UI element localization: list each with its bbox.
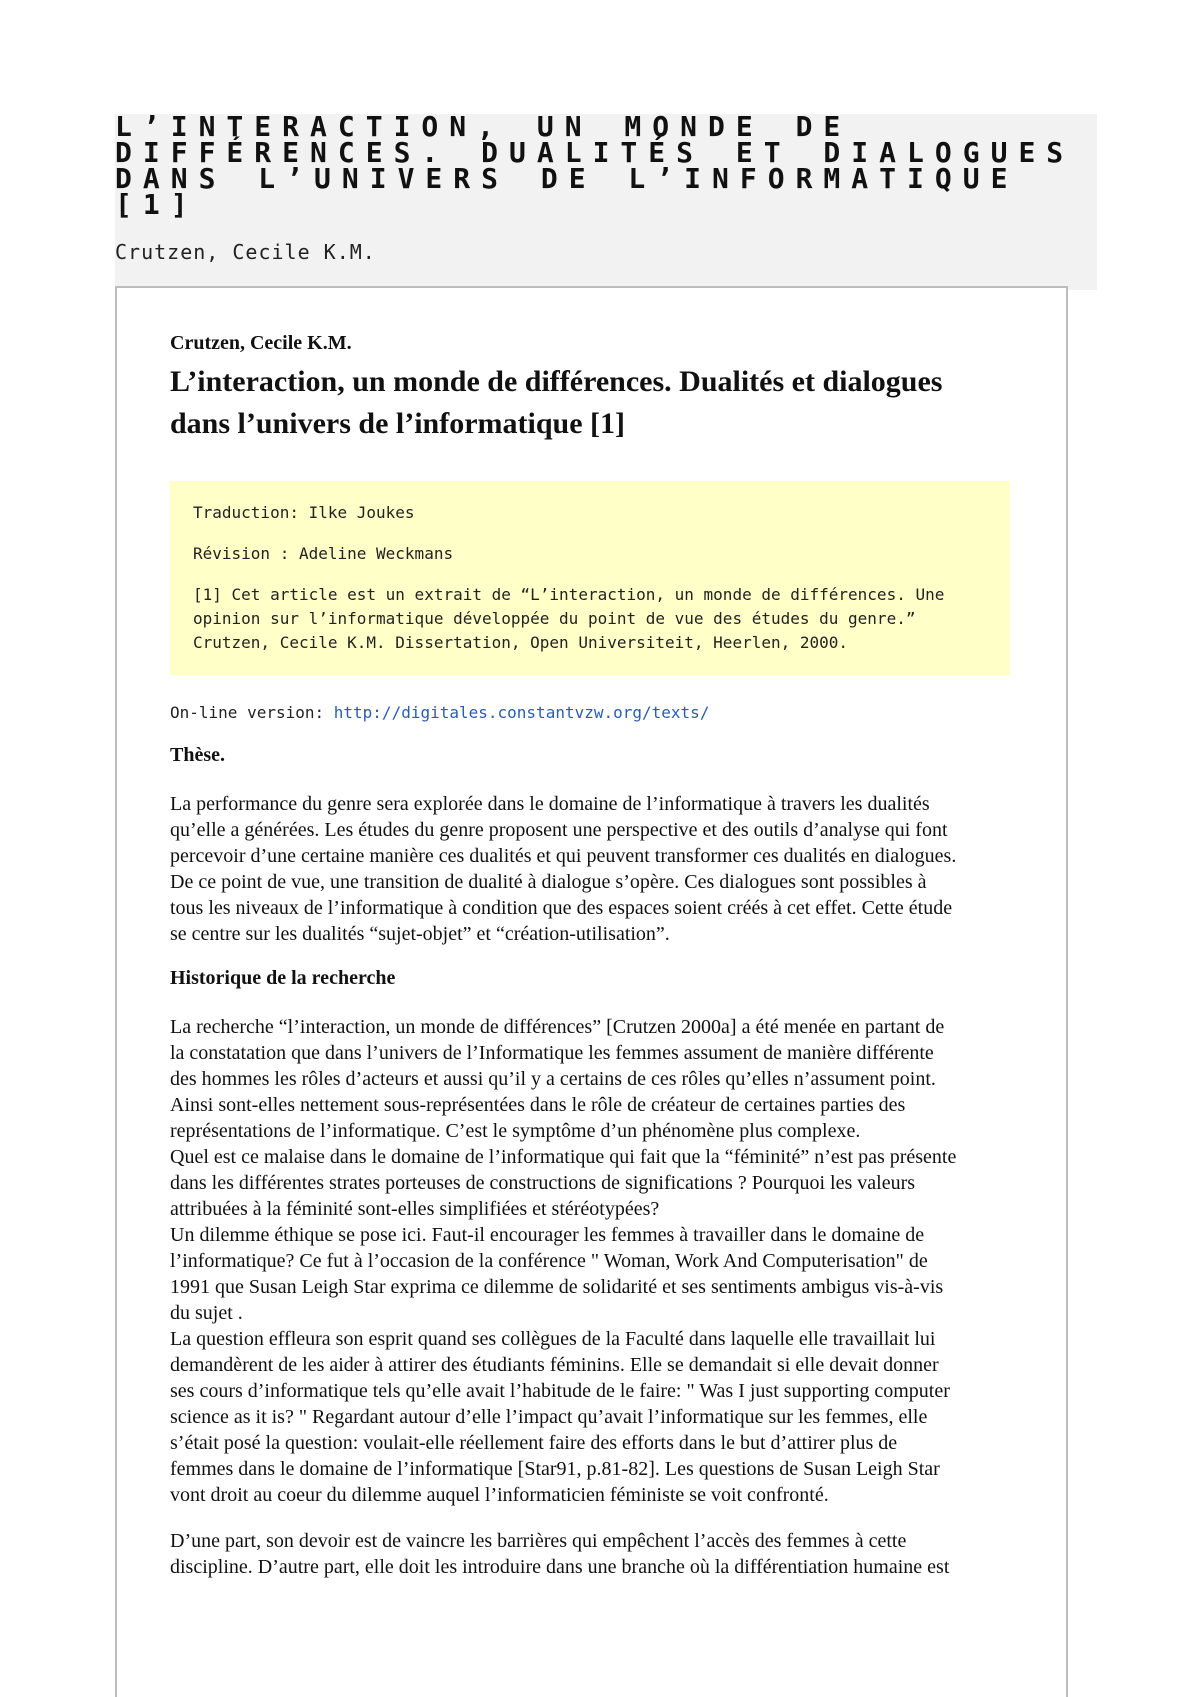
body-paragraph	[170, 1528, 1010, 1580]
body-line: Un dilemme éthique se pose ici. Faut-il encourager les femmes à travailler dans le domaine de	[170, 1224, 925, 1246]
body-paragraph	[170, 791, 1010, 947]
footnote	[193, 583, 986, 655]
document-title-line: L’interaction, un monde de différences. Dualités et dialogues	[170, 365, 943, 398]
body-line: Ainsi sont-elles nettement sous-représentées dans le rôle de créateur de certaines parties des	[170, 1094, 906, 1116]
body-line: La performance du genre sera explorée dans le domaine de l’informatique à travers les dualités	[170, 793, 930, 815]
body-line: vont droit au coeur du dilemme auquel l’informaticien féministe se voit confronté.	[170, 1484, 829, 1506]
body-line: discipline. D’autre part, elle doit les introduire dans une branche où la différentiation humaine est	[170, 1556, 950, 1578]
translation-credit: Traduction: Ilke Joukes	[193, 503, 415, 522]
body-line: femmes dans le domaine de l’informatique [Star91, p.81-82]. Les questions de Susan Leigh Star	[170, 1458, 940, 1480]
section-heading: Thèse.	[170, 744, 225, 766]
body-line: science as it is? " Regardant autour d’elle l’impact qu’avait l’informatique sur les femmes, elle	[170, 1406, 928, 1428]
article-inner	[170, 332, 1010, 1600]
body-line: attribuées à la féminité sont-elles simplifiées et stéréotypées?	[170, 1198, 660, 1220]
body-line: La recherche “l’interaction, un monde de différences” [Crutzen 2000a] a été menée en partant de	[170, 1016, 945, 1038]
page-author: Crutzen, Cecile K.M.	[115, 240, 376, 264]
document-title-line: dans l’univers de l’informatique [1]	[170, 407, 626, 440]
body-line: Quel est ce malaise dans le domaine de l’informatique qui fait que la “féminité” n’est pas présente	[170, 1146, 957, 1168]
body-line: se centre sur les dualités “sujet-objet” et “création-utilisation”.	[170, 923, 670, 945]
footnote-line: Crutzen, Cecile K.M. Dissertation, Open Universiteit, Heerlen, 2000.	[193, 633, 849, 652]
body-line: percevoir d’une certaine manière ces dualités et qui peuvent transformer ces dualités en dialogues.	[170, 845, 957, 867]
page-title: L’INTERACTION, UN MONDE DE DIFFÉRENCES. DUALITÉS ET DIALOGUES DANS L’UNIVERS DE L’INFORMATIQUE [1]	[115, 110, 1075, 221]
translation-note-box	[170, 481, 1010, 675]
article-content	[115, 286, 1068, 1697]
body-line: De ce point de vue, une transition de dualité à dialogue s’opère. Ces dialogues sont possibles à	[170, 871, 927, 893]
document-author: Crutzen, Cecile K.M.	[170, 332, 352, 354]
body-line: 1991 que Susan Leigh Star exprima ce dilemme de solidarité et ses sentiments ambigus vis-à-vis	[170, 1276, 944, 1298]
body-line: D’une part, son devoir est de vaincre les barrières qui empêchent l’accès des femmes à cette	[170, 1530, 907, 1552]
body-line: l’informatique? Ce fut à l’occasion de la conférence " Woman, Work And Computerisation" de	[170, 1250, 928, 1272]
revision-credit: Révision : Adeline Weckmans	[193, 544, 454, 563]
page-header	[115, 110, 1097, 290]
body-line: qu’elle a générées. Les études du genre proposent une perspective et des outils d’analyse qui font	[170, 819, 948, 841]
document-title	[170, 361, 1010, 445]
online-version-label: On-line version:	[170, 703, 334, 722]
section-heading: Historique de la recherche	[170, 967, 396, 989]
body-line: représentations de l’informatique. C’est le symptôme d’un phénomène plus complexe.	[170, 1120, 861, 1142]
body-line: La question effleura son esprit quand ses collègues de la Faculté dans laquelle elle travaillait lui	[170, 1328, 936, 1350]
body-line: du sujet .	[170, 1302, 243, 1324]
body-line: demandèrent de les aider à attirer des étudiants féminins. Elle se demandait si elle devait donner	[170, 1354, 939, 1376]
body-line: la constatation que dans l’univers de l’Informatique les femmes assument de manière différente	[170, 1042, 934, 1064]
body-line: ses cours d’informatique tels qu’elle avait l’habitude de le faire: " Was I just supporting computer	[170, 1380, 950, 1402]
online-version	[170, 703, 1010, 722]
footnote-line: [1] Cet article est un extrait de “L’interaction, un monde de différences. Une	[193, 585, 945, 604]
body-paragraph	[170, 1014, 1010, 1508]
online-version-link[interactable]: http://digitales.constantvzw.org/texts/	[333, 703, 710, 722]
body-line: dans les différentes strates porteuses de constructions de significations ? Pourquoi les valeurs	[170, 1172, 916, 1194]
body-line: des hommes les rôles d’acteurs et aussi qu’il y a certains de ces rôles qu’elles n’assument point.	[170, 1068, 936, 1090]
article-sections	[170, 744, 1010, 1580]
body-line: tous les niveaux de l’informatique à condition que des espaces soient créés à cet effet. Cette étude	[170, 897, 953, 919]
footnote-line: opinion sur l’informatique développée du point de vue des études du genre.”	[193, 609, 916, 628]
body-line: s’était posé la question: voulait-elle réellement faire des efforts dans le but d’attirer plus de	[170, 1432, 898, 1454]
